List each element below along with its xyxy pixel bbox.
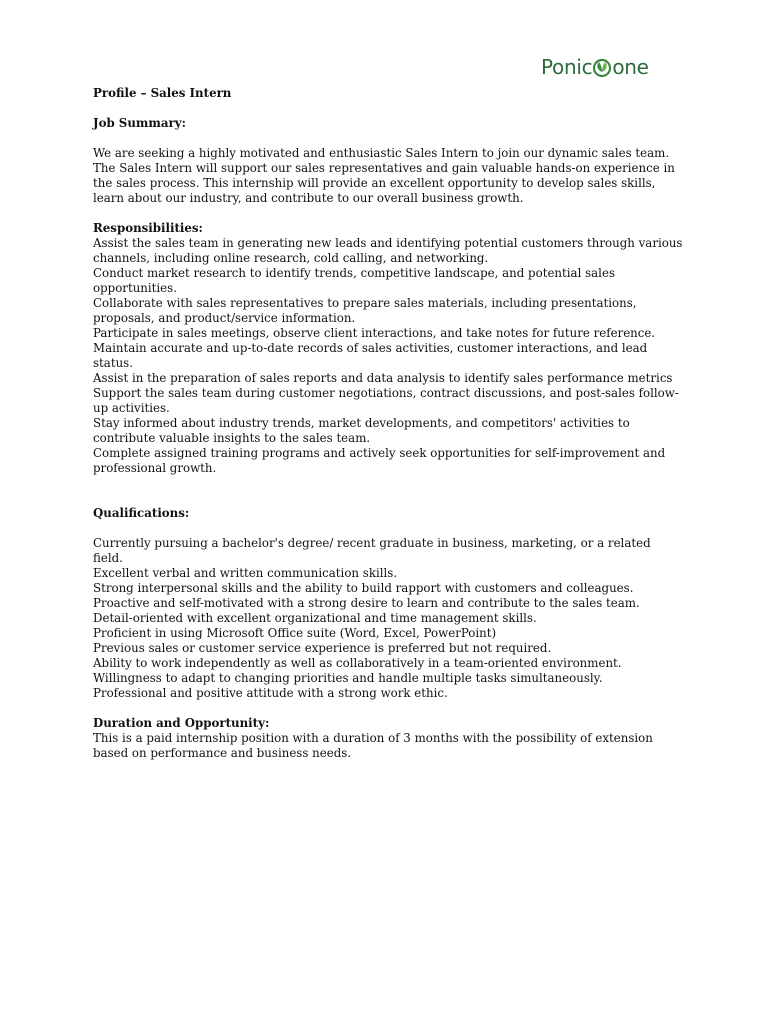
duration-heading: Duration and Opportunity: xyxy=(93,716,270,730)
list-item: Assist the sales team in generating new leads and identifying potential customers through various channels, including online research, cold calling, and networking. xyxy=(93,236,683,265)
list-item: Previous sales or customer service experience is preferred but not required. xyxy=(93,641,552,655)
list-item: Willingness to adapt to changing priorities and handle multiple tasks simultaneously. xyxy=(93,671,603,685)
list-item: Collaborate with sales representatives to prepare sales materials, including presentations, proposals, and product/service information. xyxy=(93,296,637,325)
company-logo xyxy=(541,52,649,82)
list-item: Ability to work independently as well as collaboratively in a team-oriented environment. xyxy=(93,656,622,670)
job-summary-text: We are seeking a highly motivated and enthusiastic Sales Intern to join our dynamic sales team. The Sales Intern will support our sales representatives and gain valuable hands-on experience in the sales process. This internship will provide an excellent opportunity to develop sales skills, learn about our industry, and contribute to our overall business growth. xyxy=(93,146,675,205)
responsibilities-list xyxy=(93,236,683,476)
list-item: Proficient in using Microsoft Office suite (Word, Excel, PowerPoint) xyxy=(93,626,497,640)
list-item: Currently pursuing a bachelor's degree/ recent graduate in business, marketing, or a related field. xyxy=(93,536,651,565)
list-item: Detail-oriented with excellent organizational and time management skills. xyxy=(93,611,537,625)
logo-text-start: Ponic xyxy=(541,55,593,79)
list-item: Excellent verbal and written communication skills. xyxy=(93,566,398,580)
document-body xyxy=(93,86,683,761)
list-item: Assist in the preparation of sales reports and data analysis to identify sales performance metrics xyxy=(93,371,673,385)
list-item: Maintain accurate and up-to-date records of sales activities, customer interactions, and lead status. xyxy=(93,341,648,370)
list-item: Participate in sales meetings, observe client interactions, and take notes for future reference. xyxy=(93,326,656,340)
leaf-logo-icon xyxy=(591,56,613,78)
list-item: Professional and positive attitude with a strong work ethic. xyxy=(93,686,448,700)
job-summary-heading: Job Summary: xyxy=(93,116,186,130)
qualifications-list xyxy=(93,536,683,701)
list-item: Stay informed about industry trends, market developments, and competitors' activities to contribute valuable insights to the sales team. xyxy=(93,416,630,445)
list-item: Complete assigned training programs and actively seek opportunities for self-improvement and professional growth. xyxy=(93,446,666,475)
responsibilities-heading: Responsibilities: xyxy=(93,221,203,235)
duration-text: This is a paid internship position with a duration of 3 months with the possibility of extension based on performance and business needs. xyxy=(93,731,653,760)
logo-text-end: one xyxy=(612,55,649,79)
list-item: Strong interpersonal skills and the ability to build rapport with customers and colleagues. xyxy=(93,581,634,595)
list-item: Proactive and self-motivated with a strong desire to learn and contribute to the sales team. xyxy=(93,596,640,610)
list-item: Support the sales team during customer negotiations, contract discussions, and post-sales follow-up activities. xyxy=(93,386,679,415)
list-item: Conduct market research to identify trends, competitive landscape, and potential sales opportunities. xyxy=(93,266,615,295)
qualifications-heading: Qualifications: xyxy=(93,506,190,520)
document-title: Profile – Sales Intern xyxy=(93,86,232,100)
